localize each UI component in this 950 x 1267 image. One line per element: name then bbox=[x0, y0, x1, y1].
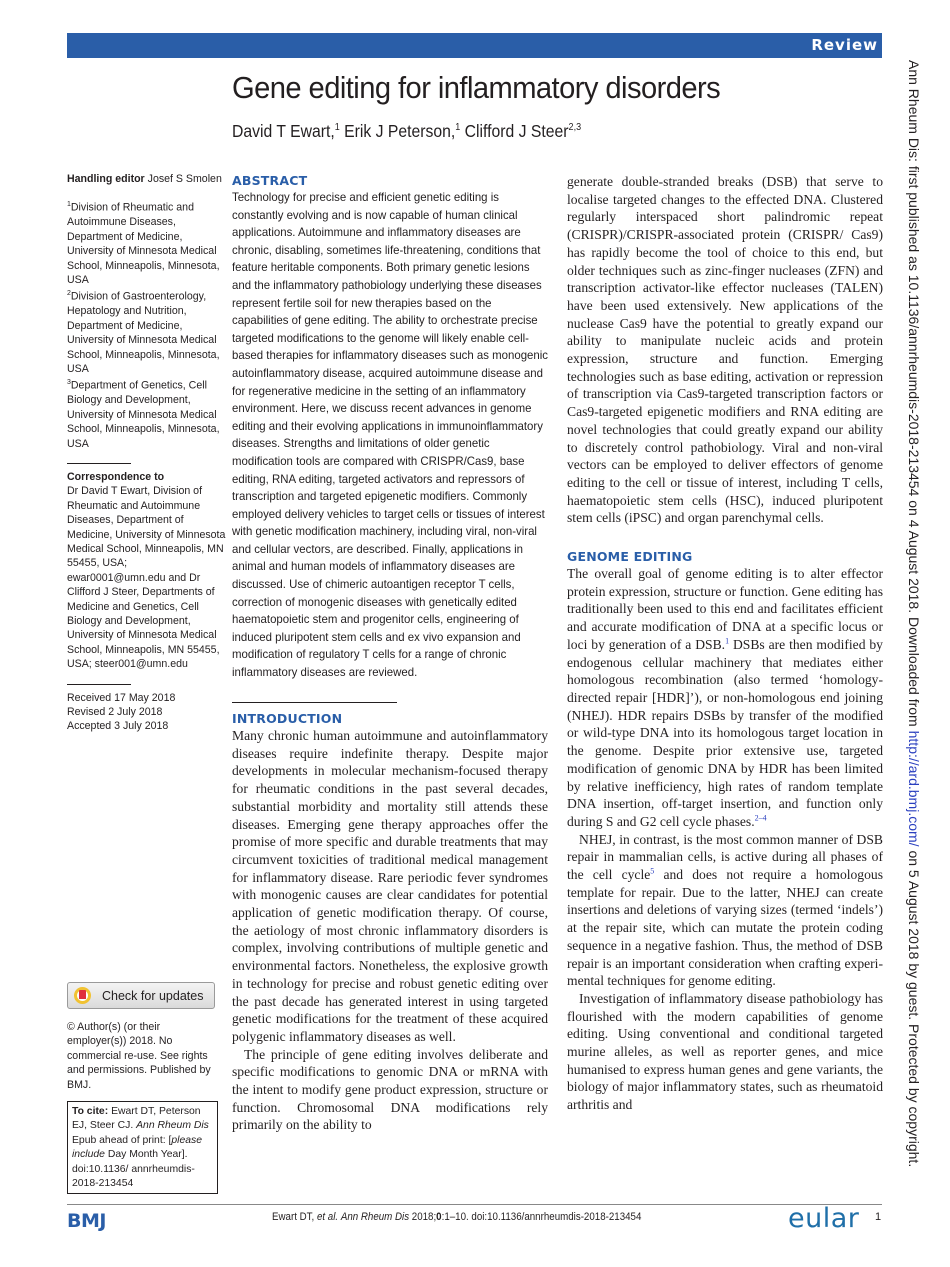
footer-volume: 0 bbox=[436, 1211, 442, 1223]
footer-authors: Ewart DT, bbox=[272, 1211, 315, 1223]
paragraph-text: DSBs are then modified by endogenous cellular machinery that mediates either homologous recombination (also termed ‘homology-directed repair [HDR]’), or non-homologous end joining (NHEJ). HDR repairs DSBs by transfer of the modified or wild-type DNA into its homologous target location in the genome. Despite prior extensive use, targeted modification of genomic DNA by HDR has been limited by relative inefficiency, high rates of random template DNA insertion, off-target insertion, and function only during S and G2 cell cycle phases. bbox=[567, 636, 883, 829]
paragraph: Many chronic human autoimmune and autoinflammatory diseases require indefinite therapy. Despite major developments in molecular mechanism-focused therapy for rheumatic conditions in the past several decades, substantial morbidity and mortality still attends these diseases. Emerging gene therapy approaches offer the promise of more specific and durable treatments that may circumvent toxicities of traditional medical management for inflammatory disease. Rare periodic fever syndromes with monogenic causes are clear candidates for potential application of genetic modification therapy. Of course, the aetiology of most chronic inflammatory disorders is complex, involving contributions of multiple genetic and environmental factors. Nonetheless, the explosive growth in technology for precise and robust genetic editing over the past decade has generated interest in using targeted genetic modifications for the treatment of these acquired polygenic inflammatory diseases as well. bbox=[232, 728, 548, 1044]
affiliation-number: 1 bbox=[67, 201, 71, 209]
section-bar bbox=[67, 33, 882, 58]
paragraph: generate double-stranded breaks (DSB) that serve to localise targeted changes to the effected DNA. Clustered regularly interspaced short palindromic repeat (CRISPR)/CRISPR-associated protein (CRISPR/ Cas9) has rapidly become the tool of choice to this end, but older techniques such as zinc-finger nucleases (ZFN) and transcription activator-like effector nucleases (TALEN) have been used extensively. New applications of the nuclease Cas9 have the potential to greatly expand our ability to manipulate nucleic acids and protein expression, structure and function. Emerging technologies such as base editing, activation or repression of transcription via Cas9-targeted transcription factors or Cas9-targeted epigenetic modifiers and RNA editing are novel technologies that could greatly expand our ability to discretely control pathobiology. Viral and non-viral vectors can be employed to deliver effectors of genome editing to the cell or tissue of interest, including T cells, haematopoietic stem cells (HSC), induced pluripotent stem cells (iPSC) and organ parenchymal cells. bbox=[567, 174, 883, 526]
affiliation-ref: 1 bbox=[455, 122, 461, 134]
genome-editing-heading: GENOME EDITING bbox=[567, 549, 693, 565]
affiliation-number: 2 bbox=[67, 290, 71, 298]
section-label: Review bbox=[811, 36, 878, 54]
page-number: 1 bbox=[875, 1211, 882, 1223]
eular-logo[interactable]: eular bbox=[788, 1203, 860, 1234]
watermark-text: on 5 August 2018 by guest. Protected by copyright. bbox=[906, 846, 922, 1168]
footer-etal: et al. bbox=[316, 1211, 339, 1223]
affiliation-text: Division of Gastroenterology, Hepatology and Nutrition, Department of Medicine, University of Minnesota Medical School, Minneapolis, Minnesota, USA bbox=[67, 290, 220, 375]
paragraph bbox=[567, 831, 883, 990]
handling-editor bbox=[67, 172, 227, 186]
affiliation bbox=[67, 198, 227, 287]
footer-year: 2018; bbox=[411, 1211, 437, 1223]
reference-link[interactable]: 1 bbox=[725, 636, 730, 646]
check-for-updates-button[interactable] bbox=[67, 982, 215, 1009]
paragraph-text: and does not require a homologous template for repair. Due to the latter, NHEJ can create insertions and deletions of varying sizes (termed ‘indels’) at the repair site, which can mutate the protein coding sequence in a negative fashion. Thus, the method of DSB repair is an important consideration when crafting experimental techniques for genome editing. bbox=[567, 867, 883, 989]
paragraph: The principle of gene editing involves deliberate and specific modifications to genomic DNA or mRNA with the intent to modify gene product expression, structure or function. Chromosomal DNA modifications rely primarily on the ability to bbox=[232, 1046, 548, 1133]
handling-editor-name: Josef S Smolen bbox=[147, 173, 222, 185]
paragraph bbox=[567, 565, 883, 831]
reference-link[interactable]: 5 bbox=[650, 866, 655, 876]
article-sidebar bbox=[67, 172, 227, 734]
footer-citation bbox=[272, 1211, 641, 1223]
journal-url-link[interactable]: http://ard.bmj.com/ bbox=[906, 730, 922, 847]
accepted-date: Accepted 3 July 2018 bbox=[67, 720, 169, 733]
footer-journal: Ann Rheum Dis bbox=[340, 1211, 410, 1223]
copyright-notice: © Author(s) (or their employer(s)) 2018. No commercial re-use. See rights and permissions. Published by BMJ. bbox=[67, 1021, 211, 1091]
cite-epub: Epub ahead of print: [ bbox=[72, 1134, 172, 1146]
affiliation-ref: 1 bbox=[334, 122, 340, 134]
paragraph-text: The overall goal of genome editing is to alter effector protein expression, structure or function. Gene editing has traditionally been used to this end and facilitates efficient and accurate modification of DNA at a specific locus or loci by generation of a DSB. bbox=[567, 566, 883, 652]
bmj-logo[interactable]: BMJ bbox=[67, 1210, 106, 1232]
divider bbox=[67, 463, 131, 464]
paragraph: Investigation of inflammatory disease pathobiology has flourished with the modern capabilities of genome editing. Using conventional and conditional targeted murine alleles, as well as reporter genes, and mice humanised to express human genes and gene variants, the biology of major inflammatory states, such as rheumatoid arthritis and bbox=[567, 990, 883, 1113]
cite-label: To cite: bbox=[72, 1106, 109, 1117]
affiliation bbox=[67, 376, 227, 451]
author-name[interactable]: Erik J Peterson, bbox=[344, 121, 456, 141]
cite-authors: Ewart DT, Peterson EJ, Steer CJ. bbox=[72, 1106, 201, 1132]
footer-doi: :1–10. doi:10.1136/annrheumdis-2018-213454 bbox=[441, 1211, 642, 1223]
divider bbox=[232, 702, 397, 703]
revised-date: Revised 2 July 2018 bbox=[67, 706, 163, 718]
correspondence bbox=[67, 470, 227, 672]
article-title: Gene editing for inflammatory disorders bbox=[232, 70, 721, 105]
cite-journal: Ann Rheum Dis bbox=[136, 1120, 209, 1132]
abstract-section bbox=[232, 173, 550, 682]
citation-box bbox=[67, 1101, 218, 1194]
reference-link[interactable]: 2–4 bbox=[754, 813, 767, 823]
cite-please: please include bbox=[72, 1134, 202, 1161]
affiliation-text: Department of Genetics, Cell Biology and Development, University of Minnesota Medical School, Minneapolis, Minnesota, USA bbox=[67, 379, 220, 450]
abstract-heading: ABSTRACT bbox=[232, 173, 308, 188]
author-name[interactable]: David T Ewart, bbox=[232, 121, 335, 141]
correspondence-label: Correspondence to bbox=[67, 470, 165, 483]
download-watermark bbox=[906, 60, 922, 1200]
affiliation-text: Division of Rheumatic and Autoimmune Diseases, Department of Medicine, University of Minnesota Medical School, Minneapolis, Minnesota, USA bbox=[67, 201, 220, 286]
watermark-text: Ann Rheum Dis: first published as 10.1136/annrheumdis-2018-213454 on 4 August 2018. Downloaded from bbox=[906, 60, 922, 731]
crossmark-icon bbox=[74, 987, 91, 1004]
affiliation-number: 3 bbox=[67, 379, 71, 387]
introduction-heading: INTRODUCTION bbox=[232, 711, 343, 726]
affiliation bbox=[67, 287, 227, 376]
footer-divider bbox=[67, 1204, 882, 1205]
abstract-text: Technology for precise and efficient genetic editing is constantly evolving and is now capable of human clinical applications. Autoimmune and inflammatory diseases are chronic, disabling, sometimes life-threatening, conditions that feature heritable components. Both primary genetic lesions and the inflammatory pathobiology underlying these diseases represent fertile soil for new therapies based on the capabilities of gene editing. The ability to orchestrate precise targeted modifications to the genome will likely enable cell-based therapies for inflammatory diseases such as monogenic autoinflammatory disease, acquired autoimmune disease and for regenerative medicine in the setting of an inflammatory environment. Here, we discuss recent advances in genome editing and their evolving applications in immunoinflammatory diseases. Strengths and limitations of older genetic modification tools are compared with CRISPR/Cas9, base editing, RNA editing, targeted activators and repressors of transcription and targeted epigenetic modifiers. Commonly employed delivery vehicles to target cells or tissues of interest with genetic modification machinery, including viral, non-viral and cellular vectors, are described. Finally, applications in animal and human models of inflammatory diseases are discussed. Use of chimeric autoantigen receptor T cells, correction of monogenic diseases with genetically edited haematopoietic stem and progenitor cells, engineering of induced pluripotent stem cells and ex vivo expansion and modification of regulatory T cells for a range of chronic inflammatory diseases are reviewed. bbox=[232, 190, 548, 680]
handling-editor-label: Handling editor bbox=[67, 173, 145, 185]
cite-doi: Day Month Year]. doi:10.1136/ annrheumdis-2018-213454 bbox=[72, 1149, 195, 1190]
right-column bbox=[567, 173, 883, 1114]
author-name[interactable]: Clifford J Steer bbox=[464, 121, 569, 141]
affiliation-ref: 2,3 bbox=[568, 122, 582, 134]
received-date: Received 17 May 2018 bbox=[67, 691, 176, 704]
paragraph-text: NHEJ, in contrast, is the most common manner of DSB repair in mammalian cells, is active during all phases of the cell cycle bbox=[567, 831, 883, 883]
introduction-section bbox=[232, 711, 548, 1134]
author-list bbox=[232, 121, 581, 142]
divider bbox=[67, 684, 131, 685]
correspondence-text: Dr David T Ewart, Division of Rheumatic and Autoimmune Diseases, Department of Medicine, University of Minnesota Medical School, Minneapolis, MN 55455, USA; ewar0001@umn.edu and Dr Clifford J Steer, Departments of Medicine and Genetics, Cell Biology and Development, University of Minnesota Medical School, Minneapolis, MN 55455, USA; steer001@umn.edu bbox=[67, 485, 226, 671]
check-for-updates-label: Check for updates bbox=[102, 989, 204, 1003]
